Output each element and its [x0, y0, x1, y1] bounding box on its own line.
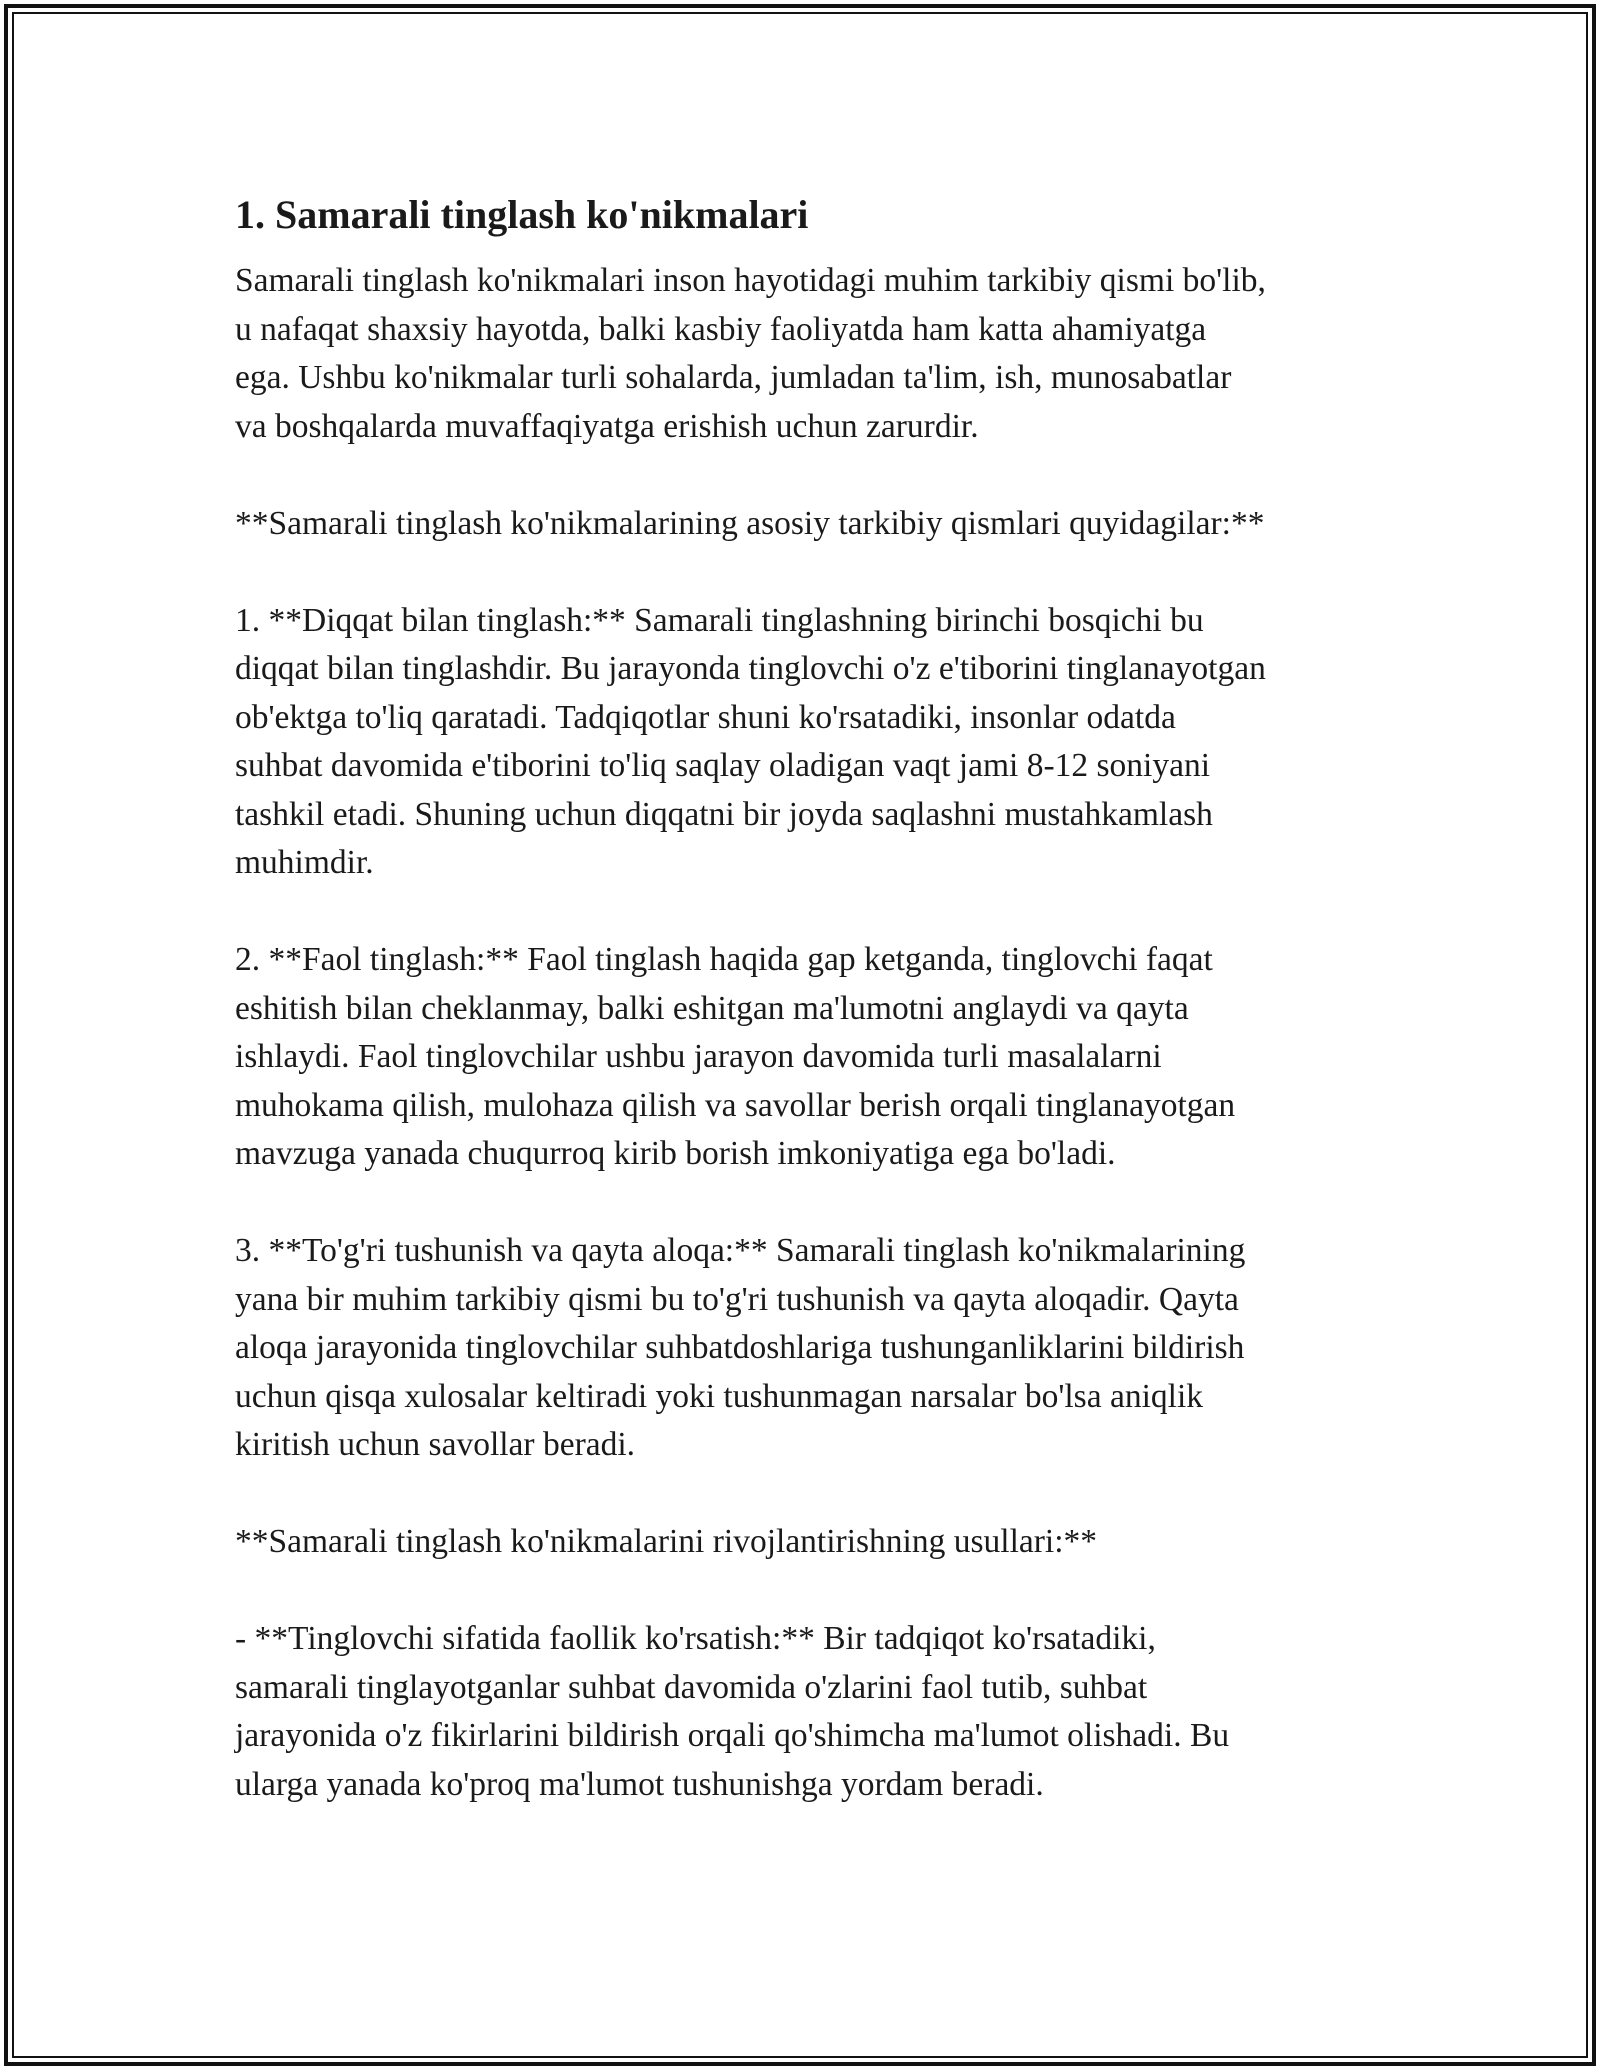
- method-active-participation: [235, 1615, 1375, 1809]
- document-heading: 1. Samarali tinglash ko'nikmalari: [235, 192, 809, 237]
- text-line: kiritish uchun savollar beradi.: [235, 1426, 636, 1463]
- text-line: yana bir muhim tarkibiy qismi bu to'g'ri tushunish va qayta aloqadir. Qayta: [235, 1280, 1239, 1318]
- item-active-listening: [235, 936, 1375, 1179]
- item-attentive-listening: [235, 597, 1375, 888]
- text-line: uchun qisqa xulosalar keltiradi yoki tushunmagan narsalar bo'lsa aniqlik: [235, 1377, 1203, 1415]
- text-line: u nafaqat shaxsiy hayotda, balki kasbiy faoliyatda ham katta ahamiyatga: [235, 310, 1207, 348]
- text-line: - **Tinglovchi sifatida faollik ko'rsatish:** Bir tadqiqot ko'rsatadiki,: [235, 1620, 1156, 1657]
- text-line: muhimdir.: [235, 844, 374, 881]
- text-line: mavzuga yanada chuqurroq kirib borish imkoniyatiga ega bo'ladi.: [235, 1135, 1116, 1172]
- text-line: tashkil etadi. Shuning uchun diqqatni bir joyda saqlashni mustahkamlash: [235, 795, 1213, 833]
- components-heading: [235, 500, 1375, 549]
- text-line: va boshqalarda muvaffaqiyatga erishish uchun zarurdir.: [235, 407, 979, 445]
- text-line: eshitish bilan cheklanmay, balki eshitgan ma'lumotni anglaydi va qayta: [235, 989, 1189, 1027]
- text-line: muhokama qilish, mulohaza qilish va savollar berish orqali tinglanayotgan: [235, 1086, 1236, 1124]
- item-understanding-feedback: [235, 1227, 1375, 1470]
- text-line: ob'ektga to'liq qaratadi. Tadqiqotlar shuni ko'rsatadiki, insonlar odatda: [235, 698, 1176, 736]
- text-line: Samarali tinglash ko'nikmalari inson hayotidagi muhim tarkibiy qismi bo'lib,: [235, 262, 1266, 299]
- text-line: jarayonida o'z fikirlarini bildirish orqali qo'shimcha ma'lumot olishadi. Bu: [235, 1717, 1230, 1754]
- text-line: aloqa jarayonida tinglovchilar suhbatdoshlariga tushunganliklarini bildirish: [235, 1329, 1245, 1366]
- text-line: samarali tinglayotganlar suhbat davomida o'zlarini faol tutib, suhbat: [235, 1668, 1148, 1706]
- text-line: 2. **Faol tinglash:** Faol tinglash haqida gap ketganda, tinglovchi faqat: [235, 941, 1213, 978]
- text-line: **Samarali tinglash ko'nikmalarining asosiy tarkibiy qismlari quyidagilar:**: [235, 504, 1265, 542]
- text-line: ishlaydi. Faol tinglovchilar ushbu jarayon davomida turli masalalarni: [235, 1038, 1162, 1075]
- document-body: [235, 185, 1375, 1809]
- text-line: 1. **Diqqat bilan tinglash:** Samarali tinglashning birinchi bosqichi bu: [235, 601, 1204, 639]
- text-line: **Samarali tinglash ko'nikmalarini rivojlantirishning usullari:**: [235, 1523, 1098, 1560]
- text-line: ega. Ushbu ko'nikmalar turli sohalarda, jumladan ta'lim, ish, munosabatlar: [235, 359, 1232, 396]
- text-line: 3. **To'g'ri tushunish va qayta aloqa:** Samarali tinglash ko'nikmalarining: [235, 1232, 1246, 1269]
- text-line: diqqat bilan tinglashdir. Bu jarayonda tinglovchi o'z e'tiborini tinglanayotgan: [235, 650, 1266, 687]
- text-line: suhbat davomida e'tiborini to'liq saqlay oladigan vaqt jami 8-12 soniyani: [235, 747, 1211, 784]
- methods-heading: [235, 1518, 1375, 1567]
- intro-paragraph: [235, 257, 1375, 451]
- text-line: ularga yanada ko'proq ma'lumot tushunishga yordam beradi.: [235, 1765, 1044, 1803]
